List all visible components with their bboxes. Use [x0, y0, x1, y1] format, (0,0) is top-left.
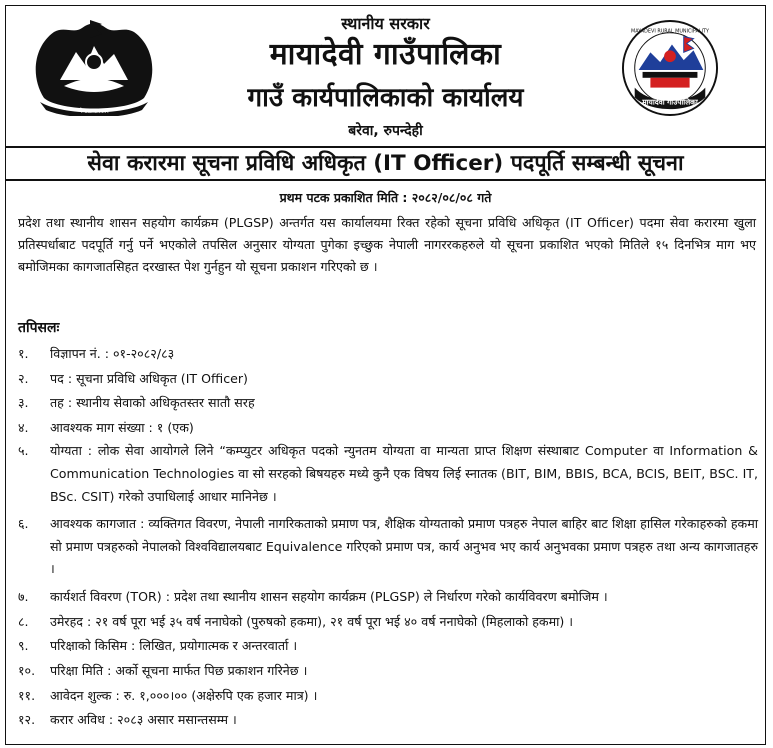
- list-heading: तपिसलः: [18, 320, 60, 336]
- list-item: १०. परिक्षा मिति : अर्को सूचना मार्फत पिछ प्रकाशन गरिनेछ ।: [18, 662, 308, 678]
- list-item: ९. परिक्षाको किसिम : लिखित, प्रयोगात्मक र अन्तरवार्ता ।: [18, 638, 298, 654]
- list-item: ६. आवश्यक कागजात : व्यक्तिगत विवरण, नेपाली नागरिकताको प्रमाण पत्र, शैक्षिक योग्यताको प्रमाण पत्रहरु नेपाल बाहिर बाट शिक्षा हासिल गरेकाहरुको हकमा सो प्रमाण पत्रहरुको नेपालको विश्वविद्यालयबाट Equivalence गरिएको प्रमाण पत्र, कार्य अनुभव भए कार्य अनुभवका प्रमाण पत्रहरु तथा अन्य कागजातहरु ।: [18, 515, 758, 577]
- list-item: १२. करार अविध : २०८३ असार मसान्तसम्म ।: [18, 712, 237, 728]
- list-item: १. विज्ञापन नं. : ०१-२०८२/८३: [18, 346, 175, 361]
- list-item: ८. उमेरहद : २१ वर्ष पूरा भई ३५ वर्ष ननाघेको (पुरुषको हकमा), २१ वर्ष पूरा भई ४० वर्ष ननाघेको (मिहलाको हकमा) ।: [18, 613, 574, 629]
- list-item: २. पद : सूचना प्रविधि अधिकृत (IT Officer): [18, 370, 248, 386]
- notice-intro: [18, 212, 756, 279]
- office-location: बरेवा, रुपन्देही: [348, 123, 423, 139]
- municipality-name: मायादेवी गाउँपालिका: [269, 37, 502, 72]
- list-item: ४. आवश्यक माग संख्या : १ (एक): [18, 419, 194, 435]
- notice-page: [5, 5, 766, 745]
- list-item: ११. आवेदन शुल्क : रु. १,०००।०० (अक्षेरुपि एक हजार मात्र) ।: [18, 687, 318, 703]
- requirements-list: [18, 342, 758, 733]
- publication-date: प्रथम पटक प्रकाशित मिति : २०८२/०८/०८ गते: [279, 190, 492, 205]
- notice-title: सेवा करारमा सूचना प्रविधि अधिकृत (IT Officer) पदपूर्ति सम्बन्धी सूचना: [6, 146, 765, 181]
- letterhead: [6, 6, 765, 146]
- list-item: ३. तह : स्थानीय सेवाको अधिकृतस्तर सातौ सरह: [18, 395, 255, 411]
- svg-text:MAYADEVI RURAL MUNICIPALITY: MAYADEVI RURAL MUNICIPALITY: [630, 28, 710, 35]
- government-level: स्थानीय सरकार: [341, 14, 430, 33]
- intro-paragraph: प्रदेश तथा स्थानीय शासन सहयोग कार्यक्रम (PLGSP) अन्तर्गत यस कार्यालयमा रिक्त रहेको सूचना प्रविधि अधिकृत (IT Officer) पदमा सेवा करारमा खुला प्रतिस्पर्धाबाट पदपूर्ति गर्नु पर्ने भएकोले तपसिल अनुसार योग्यता पुगेका इच्छुक नेपाली नागररकहरुले यो सूचना प्रकाशित भएको मितिले १५ दिनभित्र माग भए बमोजिमका कागजातसिहत दरखास्त पेश गुर्नहुन यो सूचना प्रकाशन गरिएको छ ।: [18, 215, 756, 275]
- svg-text:नेपाल सरकार: नेपाल सरकार: [79, 108, 109, 115]
- list-item: ७. कार्यशर्त विवरण (TOR) : प्रदेश तथा स्थानीय शासन सहयोग कार्यक्रम (PLGSP) ले निर्धारण गरेको कार्यविवरण बमोजिम ।: [18, 589, 608, 605]
- list-item: ५. योग्यता : लोक सेवा आयोगले लिने “कम्प्युटर अधिकृत पदको न्युनतम योग्यता वा मान्यता प्राप्त शिक्षण संस्थाबाट Computer वा Information & Communication Technologies वा सो सरहको बिषयहरु मध्ये कुनै एक विषय लिई स्नातक (BIT, BIM, BBIS, BCA, BCIS, BEIT, BSC. IT, BSc. CSIT) गरेको उपाधिलाई आधार मानिनेछ ।: [18, 443, 758, 504]
- office-name: गाउँ कार्यपालिकाको कार्यालय: [247, 83, 524, 113]
- municipality-logo-icon: [621, 19, 719, 117]
- svg-text:मायादेवी गाउँपालिका: मायादेवी गाउँपालिका: [642, 97, 698, 107]
